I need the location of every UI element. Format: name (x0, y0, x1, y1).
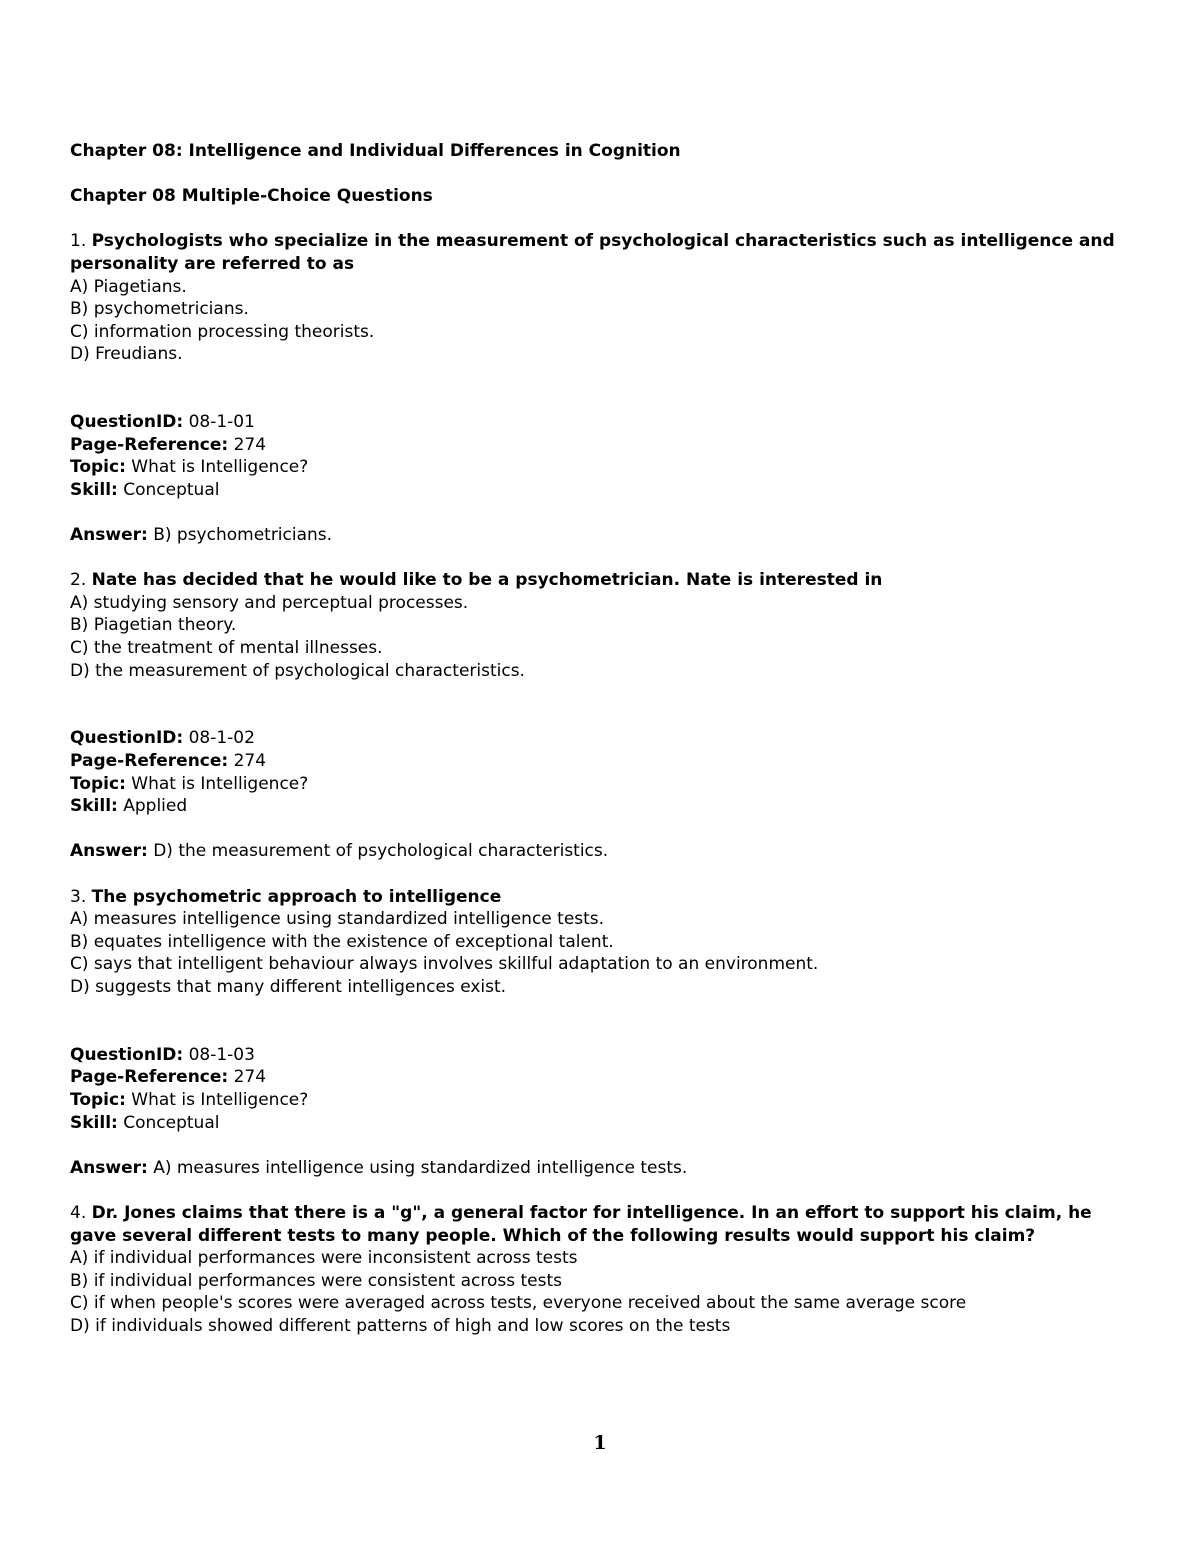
question-block (70, 230, 1130, 569)
topic-value: What is Intelligence? (131, 457, 309, 478)
question-stem: Dr. Jones claims that there is a "g", a general factor for intelligence. In an effort to support his claim, he gave several different tests to many people. Which of the following results would support his claim? (70, 1202, 1098, 1246)
question-stem: Psychologists who specialize in the measurement of psychological characteristics such as intelligence and personality are referred to as (70, 231, 1121, 274)
skill-value: Conceptual (123, 479, 220, 500)
answer-option: B) equates intelligence with the existence of exceptional talent. (70, 931, 614, 952)
question-number: 2. (70, 570, 87, 591)
answer-line (70, 524, 1130, 547)
question-id-line (70, 411, 1130, 434)
answer-option: A) if individual performances were inconsistent across tests (70, 1248, 578, 1269)
answer-value: D) the measurement of psychological characteristics. (153, 841, 609, 862)
question-id-line (70, 727, 1130, 750)
spacer (70, 163, 1130, 186)
document-body (70, 140, 1130, 1337)
topic-label: Topic: (70, 773, 126, 794)
topic-line (70, 1089, 1130, 1112)
spacer (70, 366, 1130, 411)
page-reference-line (70, 750, 1130, 773)
question-number: 3. (70, 886, 87, 907)
question-id-line (70, 1044, 1130, 1067)
spacer (70, 818, 1130, 841)
skill-value: Applied (123, 796, 188, 817)
chapter-title: Chapter 08: Intelligence and Individual Differences in Cognition (70, 141, 681, 161)
answer-option: B) if individual performances were consistent across tests (70, 1270, 563, 1291)
topic-line (70, 773, 1130, 796)
answer-option: A) measures intelligence using standardized intelligence tests. (70, 909, 605, 930)
answer-line (70, 840, 1130, 863)
answer-option: D) if individuals showed different patterns of high and low scores on the tests (70, 1315, 731, 1336)
section-title: Chapter 08 Multiple-Choice Questions (70, 186, 433, 207)
question-id-value: 08-1-03 (188, 1044, 255, 1065)
spacer (70, 208, 1130, 231)
skill-line (70, 795, 1130, 818)
spacer (70, 547, 1130, 570)
spacer (70, 682, 1130, 727)
answer-option: C) the treatment of mental illnesses. (70, 638, 383, 659)
page-reference-line (70, 1066, 1130, 1089)
question-stem: Nate has decided that he would like to be a psychometrician. Nate is interested in (91, 570, 883, 591)
spacer (70, 863, 1130, 886)
spacer (70, 1134, 1130, 1157)
spacer (70, 1179, 1130, 1202)
skill-line (70, 479, 1130, 502)
question-id-label: QuestionID: (70, 728, 184, 749)
question-stem: The psychometric approach to intelligence (91, 886, 502, 907)
skill-line (70, 1112, 1130, 1135)
answer-line (70, 1157, 1130, 1180)
page-number: 1 (593, 1432, 607, 1454)
answer-option: A) studying sensory and perceptual processes. (70, 592, 469, 613)
question-stem-line (70, 230, 1130, 275)
spacer (70, 502, 1130, 525)
answer-option: C) if when people's scores were averaged across tests, everyone received about the same average score (70, 1293, 967, 1314)
answer-option: D) suggests that many different intelligences exist. (70, 976, 507, 997)
answer-option: B) Piagetian theory. (70, 615, 237, 636)
answer-value: A) measures intelligence using standardized intelligence tests. (153, 1157, 688, 1178)
spacer (70, 999, 1130, 1044)
skill-label: Skill: (70, 796, 118, 817)
answer-label: Answer: (70, 841, 148, 862)
question-stem-line (70, 1202, 1130, 1247)
question-block (70, 1202, 1130, 1338)
skill-value: Conceptual (123, 1112, 220, 1133)
question-id-value: 08-1-02 (188, 728, 255, 749)
answer-option: D) Freudians. (70, 344, 183, 365)
topic-line (70, 456, 1130, 479)
page-reference-value: 274 (233, 1067, 267, 1088)
answer-option: D) the measurement of psychological characteristics. (70, 660, 525, 681)
answer-label: Answer: (70, 1157, 148, 1178)
answer-option: A) Piagetians. (70, 276, 187, 297)
question-id-label: QuestionID: (70, 1044, 184, 1065)
skill-label: Skill: (70, 479, 118, 500)
answer-option: C) says that intelligent behaviour always involves skillful adaptation to an environment. (70, 954, 819, 975)
answer-value: B) psychometricians. (153, 525, 333, 546)
question-id-label: QuestionID: (70, 412, 184, 433)
page-reference-value: 274 (233, 751, 267, 772)
answer-option: C) information processing theorists. (70, 321, 375, 342)
topic-label: Topic: (70, 1089, 126, 1110)
question-block (70, 569, 1130, 885)
question-block (70, 886, 1130, 1202)
question-stem-line (70, 886, 1130, 909)
answer-label: Answer: (70, 525, 148, 546)
question-number: 1. (70, 231, 87, 252)
question-stem-line (70, 569, 1130, 592)
topic-value: What is Intelligence? (131, 773, 309, 794)
page-reference-label: Page-Reference: (70, 434, 229, 455)
page-reference-value: 274 (233, 434, 267, 455)
answer-option: B) psychometricians. (70, 299, 249, 320)
page-reference-line (70, 434, 1130, 457)
topic-value: What is Intelligence? (131, 1089, 309, 1110)
topic-label: Topic: (70, 457, 126, 478)
question-id-value: 08-1-01 (188, 412, 255, 433)
skill-label: Skill: (70, 1112, 118, 1133)
page-reference-label: Page-Reference: (70, 751, 229, 772)
question-number: 4. (70, 1202, 87, 1223)
page-reference-label: Page-Reference: (70, 1067, 229, 1088)
